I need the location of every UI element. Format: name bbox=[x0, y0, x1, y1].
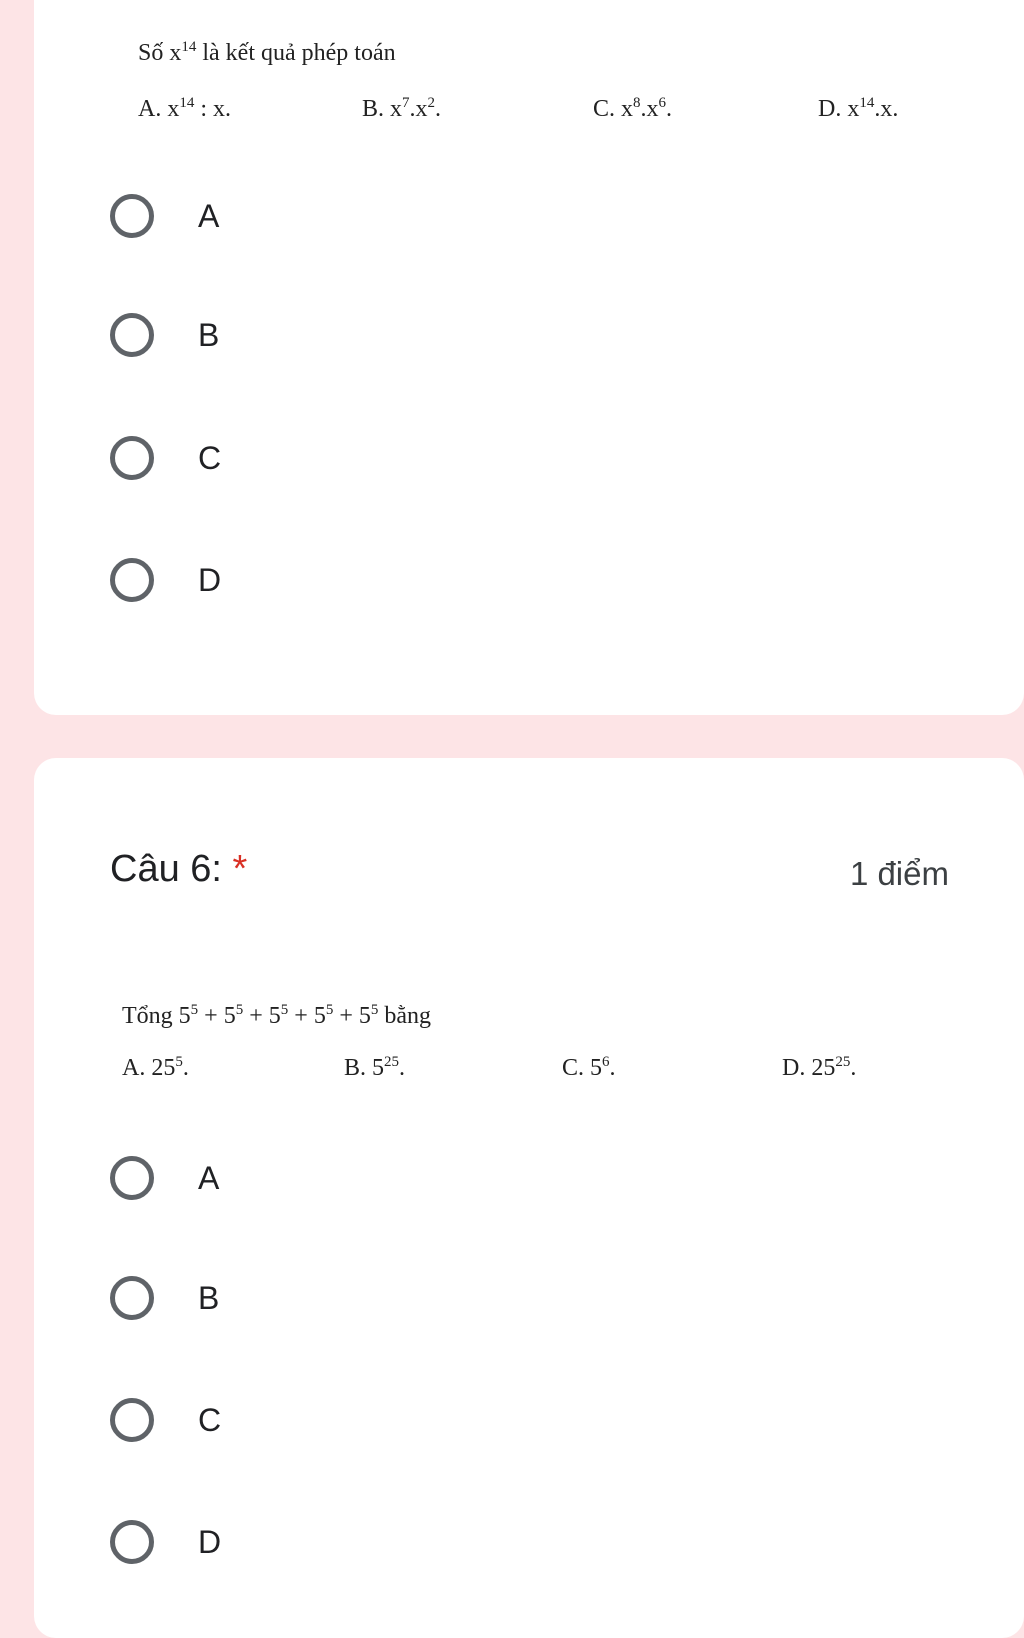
question-6-option-d[interactable]: D bbox=[110, 1512, 221, 1572]
radio-circle-icon[interactable] bbox=[110, 558, 154, 602]
question-6-image bbox=[122, 1003, 942, 1103]
question-6-stem: Tổng $5^5 + 5^5 + 5^5 + 5^5 + 5^5$ bằng bbox=[122, 1002, 432, 1029]
question-5-image bbox=[138, 40, 958, 140]
question-6-choice-c: C. $5^6$. bbox=[562, 1054, 616, 1081]
question-6-option-b[interactable]: B bbox=[110, 1268, 219, 1328]
question-6-choice-b: B. $5^{25}$. bbox=[344, 1054, 406, 1081]
radio-circle-icon[interactable] bbox=[110, 436, 154, 480]
question-5-stem: Số $x^{14}$ là kết quả phép toán bbox=[138, 39, 396, 66]
radio-circle-icon[interactable] bbox=[110, 1398, 154, 1442]
question-5-choice-a: A. $x^{14}$ : x. bbox=[138, 95, 232, 122]
question-6-option-c[interactable]: C bbox=[110, 1390, 221, 1450]
question-5-option-a[interactable]: A bbox=[110, 186, 219, 246]
radio-circle-icon[interactable] bbox=[110, 313, 154, 357]
question-5-choice-d: D. $x^{14}.x$. bbox=[818, 95, 899, 122]
question-6-choice-a: A. $25^5$. bbox=[122, 1054, 189, 1081]
radio-circle-icon[interactable] bbox=[110, 1156, 154, 1200]
question-5-choice-c: C. $x^8.x^6$. bbox=[593, 95, 673, 122]
question-6-title: Câu 6: * bbox=[110, 848, 248, 890]
question-6-option-a[interactable]: A bbox=[110, 1148, 219, 1208]
question-6-choice-d: D. $25^{25}$. bbox=[782, 1054, 857, 1081]
question-5-option-c[interactable]: C bbox=[110, 428, 221, 488]
question-5-option-d[interactable]: D bbox=[110, 550, 221, 610]
question-6-points: 1 điểm bbox=[849, 855, 949, 892]
question-5-choice-b: B. $x^7.x^2$. bbox=[362, 95, 442, 122]
radio-circle-icon[interactable] bbox=[110, 1276, 154, 1320]
radio-circle-icon[interactable] bbox=[110, 1520, 154, 1564]
question-5-option-b[interactable]: B bbox=[110, 305, 219, 365]
required-mark: * bbox=[232, 848, 248, 890]
radio-circle-icon[interactable] bbox=[110, 194, 154, 238]
